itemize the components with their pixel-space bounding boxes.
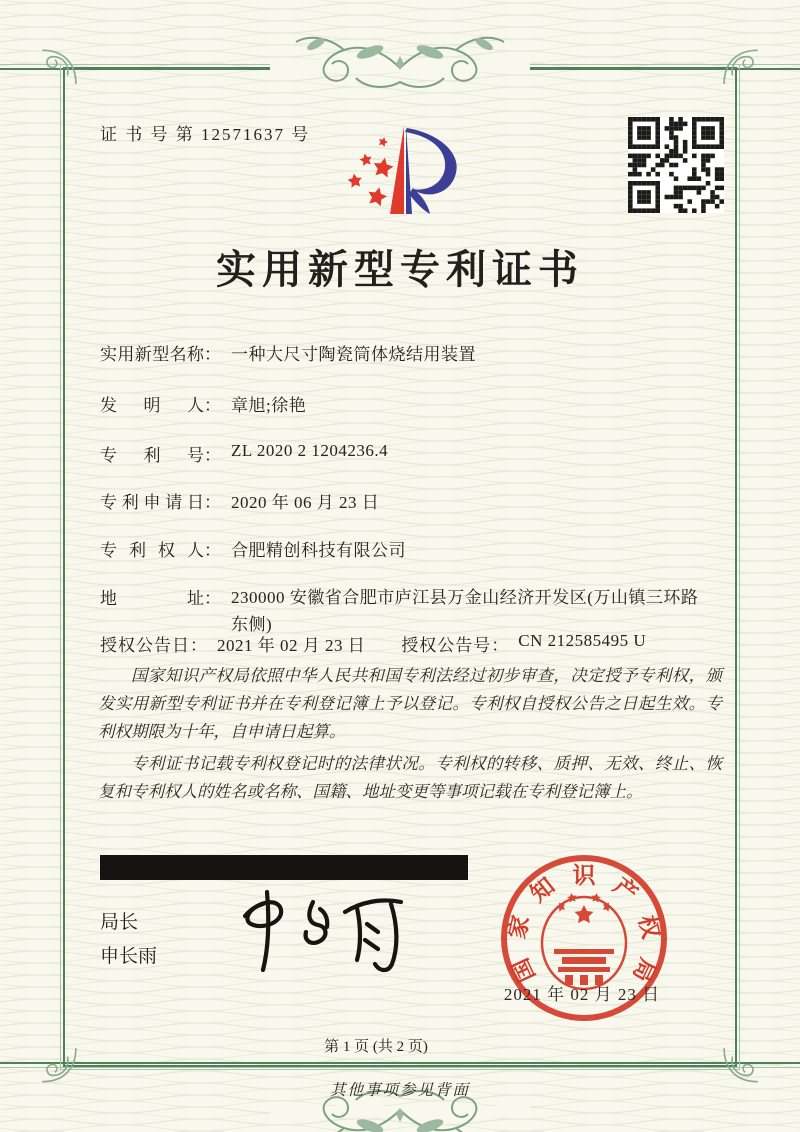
grant-no-value: CN 212585495 U — [518, 631, 647, 650]
grant-date-label: 授权公告日 — [100, 636, 190, 655]
back-note: 其他事项参见背面 — [329, 1082, 470, 1099]
field-colon: ： — [204, 493, 221, 512]
grant-date-value: 2021 年 02 月 23 日 — [217, 636, 366, 655]
svg-text:权: 权 — [634, 913, 664, 942]
field-colon: ： — [204, 396, 221, 415]
redaction-bar — [100, 855, 468, 880]
svg-text:国: 国 — [507, 954, 540, 986]
field-label: 专利申请日 — [100, 493, 204, 512]
body-paragraph-2: 专利证书记载专利权登记时的法律状况。专利权的转移、质押、无效、终止、恢复和专利权人的姓名或名称、国籍、地址变更等事项记载在专利登记簿上。 — [98, 754, 722, 801]
field-row-inventor — [100, 391, 306, 416]
field-colon: ： — [204, 541, 221, 560]
certificate-title: 实用新型专利证书 — [216, 247, 584, 292]
field-row-patent-no — [100, 441, 388, 466]
field-value: 章旭;徐艳 — [231, 396, 307, 415]
field-value: 230000 安徽省合肥市庐江县万金山经济开发区(万山镇三环路东侧) — [231, 588, 699, 634]
svg-text:识: 识 — [572, 863, 596, 888]
grant-row — [100, 631, 646, 656]
paragraph-block — [98, 662, 722, 810]
field-value: 合肥精创科技有限公司 — [231, 541, 406, 560]
svg-text:知: 知 — [525, 873, 560, 907]
field-row-address — [100, 584, 705, 638]
field-label: 实用新型名称 — [100, 345, 204, 364]
field-label: 发明人 — [100, 396, 204, 415]
field-label: 专利号 — [100, 446, 204, 465]
field-colon: ： — [204, 345, 221, 364]
field-value: 一种大尺寸陶瓷筒体烧结用装置 — [231, 345, 476, 364]
field-row-patentee — [100, 536, 406, 561]
field-value: ZL 2020 2 1204236.4 — [231, 441, 389, 460]
top-center-ornament — [270, 30, 530, 100]
field-colon: ： — [190, 636, 207, 655]
page-number: 第 1 页 (共 2 页) — [324, 1039, 428, 1055]
field-row-name — [100, 340, 476, 365]
field-colon: ： — [204, 589, 221, 608]
cnipa-logo — [333, 110, 465, 230]
corner-flourish-top-right — [722, 44, 764, 86]
director-block — [100, 906, 157, 974]
director-name: 申长雨 — [100, 946, 158, 967]
corner-flourish-top-left — [36, 44, 78, 86]
body-paragraph-1: 国家知识产权局依照中华人民共和国专利法经过初步审查，决定授予专利权，颁发实用新型专利证书并在专利登记簿上予以登记。专利权自授权公告之日起生效。专利权期限为十年，自申请日起算。 — [98, 666, 722, 741]
field-label: 专利权人 — [100, 541, 204, 560]
certificate-number: 证 书 号 第 12571637 号 — [100, 125, 311, 144]
field-label: 地址 — [100, 589, 204, 608]
director-signature — [215, 882, 430, 984]
svg-text:局: 局 — [628, 954, 661, 986]
grant-no-label: 授权公告号 — [401, 636, 492, 655]
svg-text:产: 产 — [608, 873, 643, 907]
field-row-filing-date — [100, 488, 379, 513]
seal-date: 2021 年 02 月 23 日 — [503, 985, 661, 1004]
director-title: 局长 — [100, 912, 139, 933]
field-colon: ： — [204, 446, 221, 465]
qr-code — [628, 117, 724, 213]
field-colon: ： — [491, 636, 509, 655]
svg-text:家: 家 — [504, 913, 534, 942]
field-value: 2020 年 06 月 23 日 — [231, 493, 380, 512]
